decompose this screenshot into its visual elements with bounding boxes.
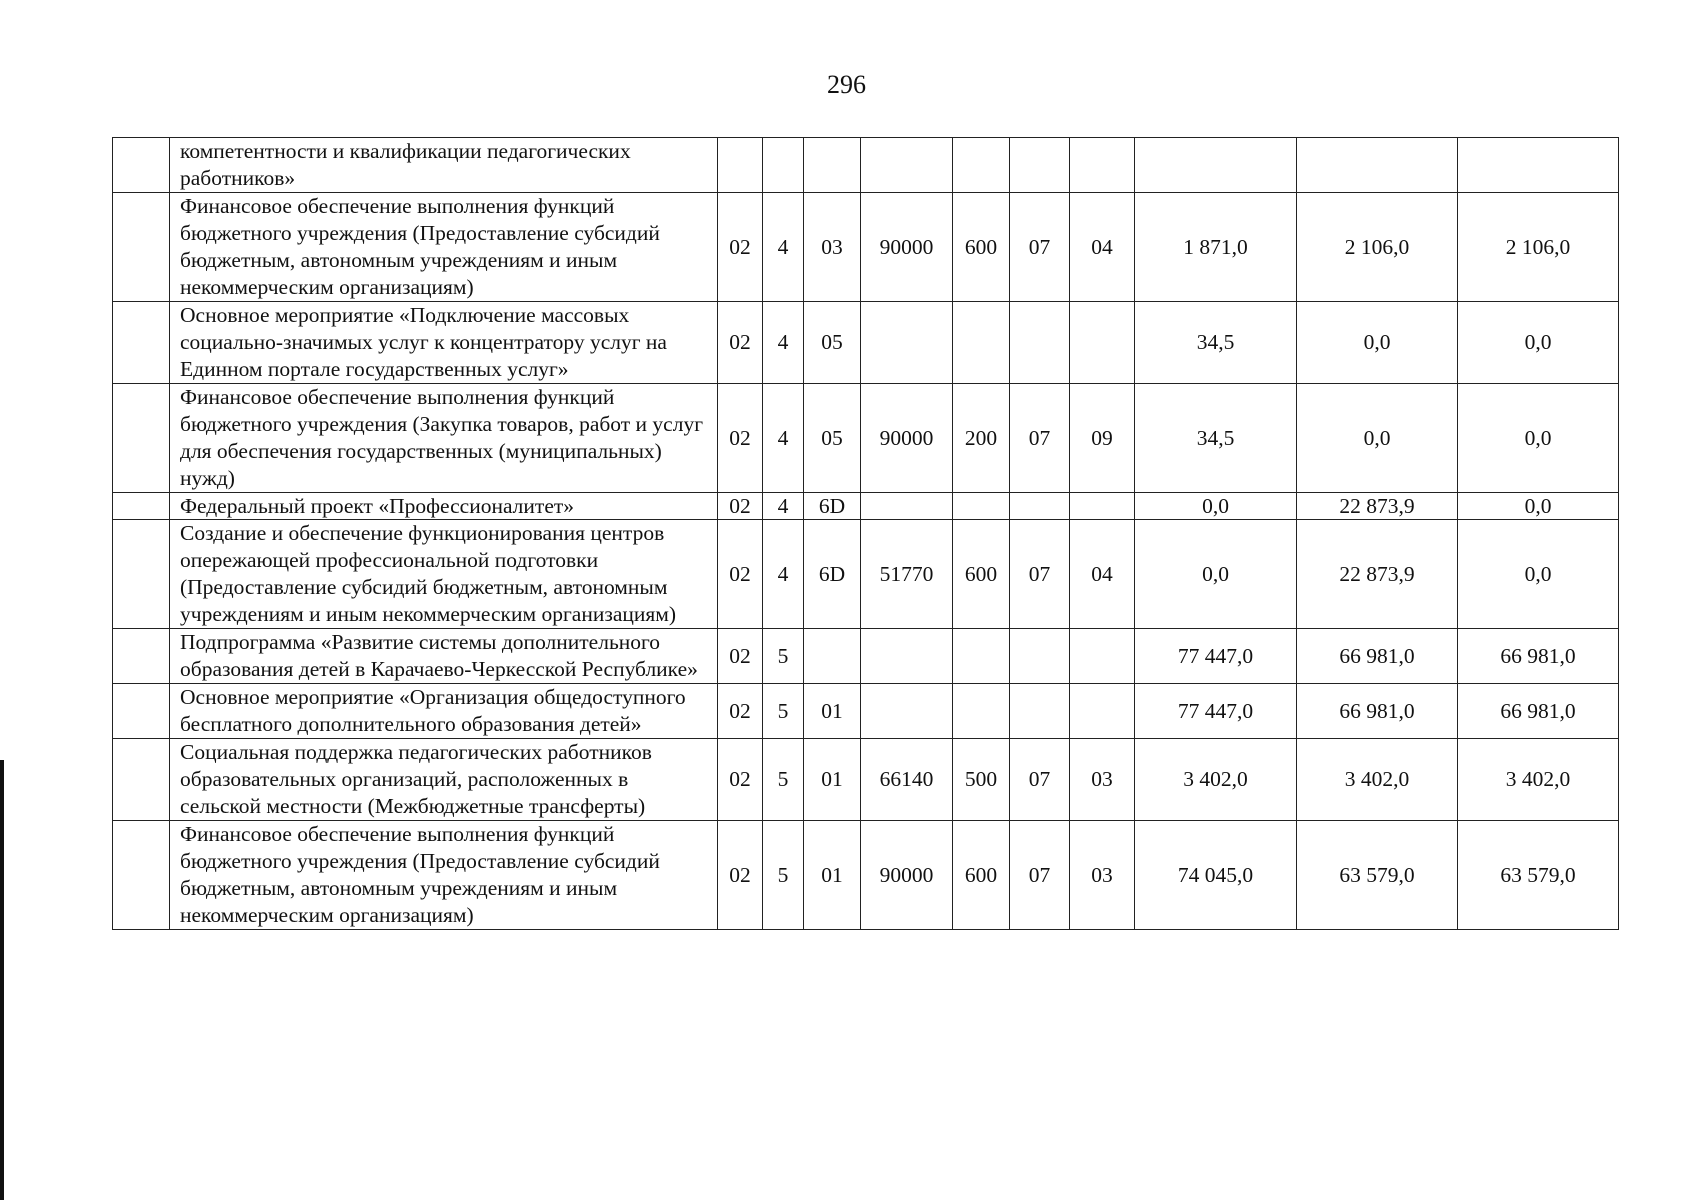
direction-code-cell: 51770 bbox=[861, 520, 953, 629]
item-name-cell: Финансовое обеспечение выполнения функций бюджетного учреждения (Предоставление субсидий бюджетным, автономным учреждениям и иным некоммерческим организациям) bbox=[170, 821, 718, 930]
direction-code-cell bbox=[861, 629, 953, 684]
item-name-cell: Основное мероприятие «Организация общедоступного бесплатного дополнительного образования детей» bbox=[170, 684, 718, 739]
table-row bbox=[113, 684, 1619, 739]
item-name-cell: компетентности и квалификации педагогических работников» bbox=[170, 138, 718, 193]
item-name-cell: Федеральный проект «Профессионалитет» bbox=[170, 493, 718, 520]
table-row bbox=[113, 493, 1619, 520]
amount-year-1-cell: 3 402,0 bbox=[1135, 739, 1297, 821]
program-code-cell: 02 bbox=[718, 520, 763, 629]
program-code-cell: 02 bbox=[718, 821, 763, 930]
subsection-code-cell bbox=[1070, 629, 1135, 684]
direction-code-cell bbox=[861, 493, 953, 520]
table-row bbox=[113, 138, 1619, 193]
item-name-cell: Социальная поддержка педагогических работников образовательных организаций, расположенных в сельской местности (Межбюджетные трансферты) bbox=[170, 739, 718, 821]
amount-year-3-cell: 0,0 bbox=[1458, 520, 1619, 629]
table-row bbox=[113, 520, 1619, 629]
page-number: 296 bbox=[827, 70, 866, 99]
program-code-cell: 02 bbox=[718, 629, 763, 684]
event-code-cell: 01 bbox=[804, 684, 861, 739]
amount-year-1-cell: 34,5 bbox=[1135, 384, 1297, 493]
section-code-cell: 07 bbox=[1010, 520, 1070, 629]
amount-year-1-cell: 77 447,0 bbox=[1135, 629, 1297, 684]
event-code-cell: 05 bbox=[804, 384, 861, 493]
row-number-cell bbox=[113, 138, 170, 193]
program-code-cell: 02 bbox=[718, 684, 763, 739]
amount-year-3-cell: 3 402,0 bbox=[1458, 739, 1619, 821]
section-code-cell: 07 bbox=[1010, 193, 1070, 302]
item-name-cell: Основное мероприятие «Подключение массовых социально-значимых услуг к концентратору услуг на Единном портале государственных услуг» bbox=[170, 302, 718, 384]
row-number-cell bbox=[113, 520, 170, 629]
section-code-cell bbox=[1010, 629, 1070, 684]
row-number-cell bbox=[113, 821, 170, 930]
amount-year-2-cell: 0,0 bbox=[1297, 384, 1458, 493]
subsection-code-cell bbox=[1070, 684, 1135, 739]
subsection-code-cell bbox=[1070, 493, 1135, 520]
event-code-cell: 6D bbox=[804, 520, 861, 629]
item-name-cell: Создание и обеспечение функционирования центров опережающей профессиональной подготовки (Предоставление субсидий бюджетным, автономным учреждениям и иным некоммерческим организациям) bbox=[170, 520, 718, 629]
amount-year-2-cell: 66 981,0 bbox=[1297, 684, 1458, 739]
subprogram-code-cell: 5 bbox=[763, 739, 804, 821]
subprogram-code-cell: 4 bbox=[763, 302, 804, 384]
event-code-cell: 01 bbox=[804, 821, 861, 930]
amount-year-1-cell: 74 045,0 bbox=[1135, 821, 1297, 930]
expense-type-code-cell bbox=[953, 629, 1010, 684]
amount-year-3-cell: 0,0 bbox=[1458, 384, 1619, 493]
subprogram-code-cell: 4 bbox=[763, 493, 804, 520]
event-code-cell bbox=[804, 138, 861, 193]
direction-code-cell bbox=[861, 684, 953, 739]
amount-year-3-cell: 0,0 bbox=[1458, 493, 1619, 520]
expense-type-code-cell bbox=[953, 138, 1010, 193]
subsection-code-cell bbox=[1070, 138, 1135, 193]
expense-type-code-cell: 600 bbox=[953, 193, 1010, 302]
item-name-cell: Финансовое обеспечение выполнения функций бюджетного учреждения (Предоставление субсидий бюджетным, автономным учреждениям и иным некоммерческим организациям) bbox=[170, 193, 718, 302]
amount-year-2-cell: 2 106,0 bbox=[1297, 193, 1458, 302]
subsection-code-cell: 03 bbox=[1070, 821, 1135, 930]
item-name-cell: Финансовое обеспечение выполнения функций бюджетного учреждения (Закупка товаров, работ и услуг для обеспечения государственных (муниципальных) нужд) bbox=[170, 384, 718, 493]
row-number-cell bbox=[113, 493, 170, 520]
scan-margin-mark bbox=[0, 760, 4, 1200]
subprogram-code-cell: 4 bbox=[763, 384, 804, 493]
table-row bbox=[113, 384, 1619, 493]
amount-year-3-cell: 66 981,0 bbox=[1458, 629, 1619, 684]
subprogram-code-cell: 5 bbox=[763, 821, 804, 930]
budget-table bbox=[112, 137, 1619, 930]
amount-year-1-cell: 0,0 bbox=[1135, 520, 1297, 629]
expense-type-code-cell: 500 bbox=[953, 739, 1010, 821]
direction-code-cell: 90000 bbox=[861, 821, 953, 930]
subsection-code-cell: 03 bbox=[1070, 739, 1135, 821]
section-code-cell: 07 bbox=[1010, 739, 1070, 821]
amount-year-3-cell: 2 106,0 bbox=[1458, 193, 1619, 302]
amount-year-3-cell bbox=[1458, 138, 1619, 193]
event-code-cell: 6D bbox=[804, 493, 861, 520]
expense-type-code-cell: 600 bbox=[953, 520, 1010, 629]
row-number-cell bbox=[113, 629, 170, 684]
table-row bbox=[113, 193, 1619, 302]
subsection-code-cell: 04 bbox=[1070, 193, 1135, 302]
row-number-cell bbox=[113, 684, 170, 739]
amount-year-1-cell: 1 871,0 bbox=[1135, 193, 1297, 302]
section-code-cell bbox=[1010, 302, 1070, 384]
direction-code-cell: 90000 bbox=[861, 384, 953, 493]
program-code-cell: 02 bbox=[718, 193, 763, 302]
section-code-cell bbox=[1010, 493, 1070, 520]
section-code-cell: 07 bbox=[1010, 384, 1070, 493]
subsection-code-cell bbox=[1070, 302, 1135, 384]
subprogram-code-cell: 4 bbox=[763, 193, 804, 302]
expense-type-code-cell bbox=[953, 493, 1010, 520]
direction-code-cell bbox=[861, 302, 953, 384]
row-number-cell bbox=[113, 384, 170, 493]
event-code-cell: 03 bbox=[804, 193, 861, 302]
row-number-cell bbox=[113, 739, 170, 821]
amount-year-2-cell: 66 981,0 bbox=[1297, 629, 1458, 684]
row-number-cell bbox=[113, 193, 170, 302]
program-code-cell: 02 bbox=[718, 739, 763, 821]
row-number-cell bbox=[113, 302, 170, 384]
amount-year-2-cell: 0,0 bbox=[1297, 302, 1458, 384]
direction-code-cell bbox=[861, 138, 953, 193]
program-code-cell bbox=[718, 138, 763, 193]
amount-year-1-cell: 0,0 bbox=[1135, 493, 1297, 520]
program-code-cell: 02 bbox=[718, 384, 763, 493]
amount-year-2-cell: 22 873,9 bbox=[1297, 493, 1458, 520]
subprogram-code-cell: 5 bbox=[763, 629, 804, 684]
expense-type-code-cell bbox=[953, 302, 1010, 384]
amount-year-3-cell: 0,0 bbox=[1458, 302, 1619, 384]
program-code-cell: 02 bbox=[718, 302, 763, 384]
direction-code-cell: 66140 bbox=[861, 739, 953, 821]
amount-year-1-cell bbox=[1135, 138, 1297, 193]
table-row bbox=[113, 629, 1619, 684]
subsection-code-cell: 09 bbox=[1070, 384, 1135, 493]
expense-type-code-cell bbox=[953, 684, 1010, 739]
table-body bbox=[113, 138, 1619, 930]
amount-year-2-cell bbox=[1297, 138, 1458, 193]
section-code-cell bbox=[1010, 138, 1070, 193]
amount-year-3-cell: 63 579,0 bbox=[1458, 821, 1619, 930]
program-code-cell: 02 bbox=[718, 493, 763, 520]
amount-year-3-cell: 66 981,0 bbox=[1458, 684, 1619, 739]
amount-year-2-cell: 63 579,0 bbox=[1297, 821, 1458, 930]
subprogram-code-cell: 5 bbox=[763, 684, 804, 739]
section-code-cell: 07 bbox=[1010, 821, 1070, 930]
table-row bbox=[113, 302, 1619, 384]
subsection-code-cell: 04 bbox=[1070, 520, 1135, 629]
expense-type-code-cell: 200 bbox=[953, 384, 1010, 493]
direction-code-cell: 90000 bbox=[861, 193, 953, 302]
amount-year-1-cell: 34,5 bbox=[1135, 302, 1297, 384]
section-code-cell bbox=[1010, 684, 1070, 739]
table-row bbox=[113, 821, 1619, 930]
amount-year-1-cell: 77 447,0 bbox=[1135, 684, 1297, 739]
subprogram-code-cell bbox=[763, 138, 804, 193]
event-code-cell bbox=[804, 629, 861, 684]
amount-year-2-cell: 3 402,0 bbox=[1297, 739, 1458, 821]
table-row bbox=[113, 739, 1619, 821]
event-code-cell: 05 bbox=[804, 302, 861, 384]
item-name-cell: Подпрограмма «Развитие системы дополнительного образования детей в Карачаево-Черкесской Республике» bbox=[170, 629, 718, 684]
expense-type-code-cell: 600 bbox=[953, 821, 1010, 930]
event-code-cell: 01 bbox=[804, 739, 861, 821]
subprogram-code-cell: 4 bbox=[763, 520, 804, 629]
amount-year-2-cell: 22 873,9 bbox=[1297, 520, 1458, 629]
